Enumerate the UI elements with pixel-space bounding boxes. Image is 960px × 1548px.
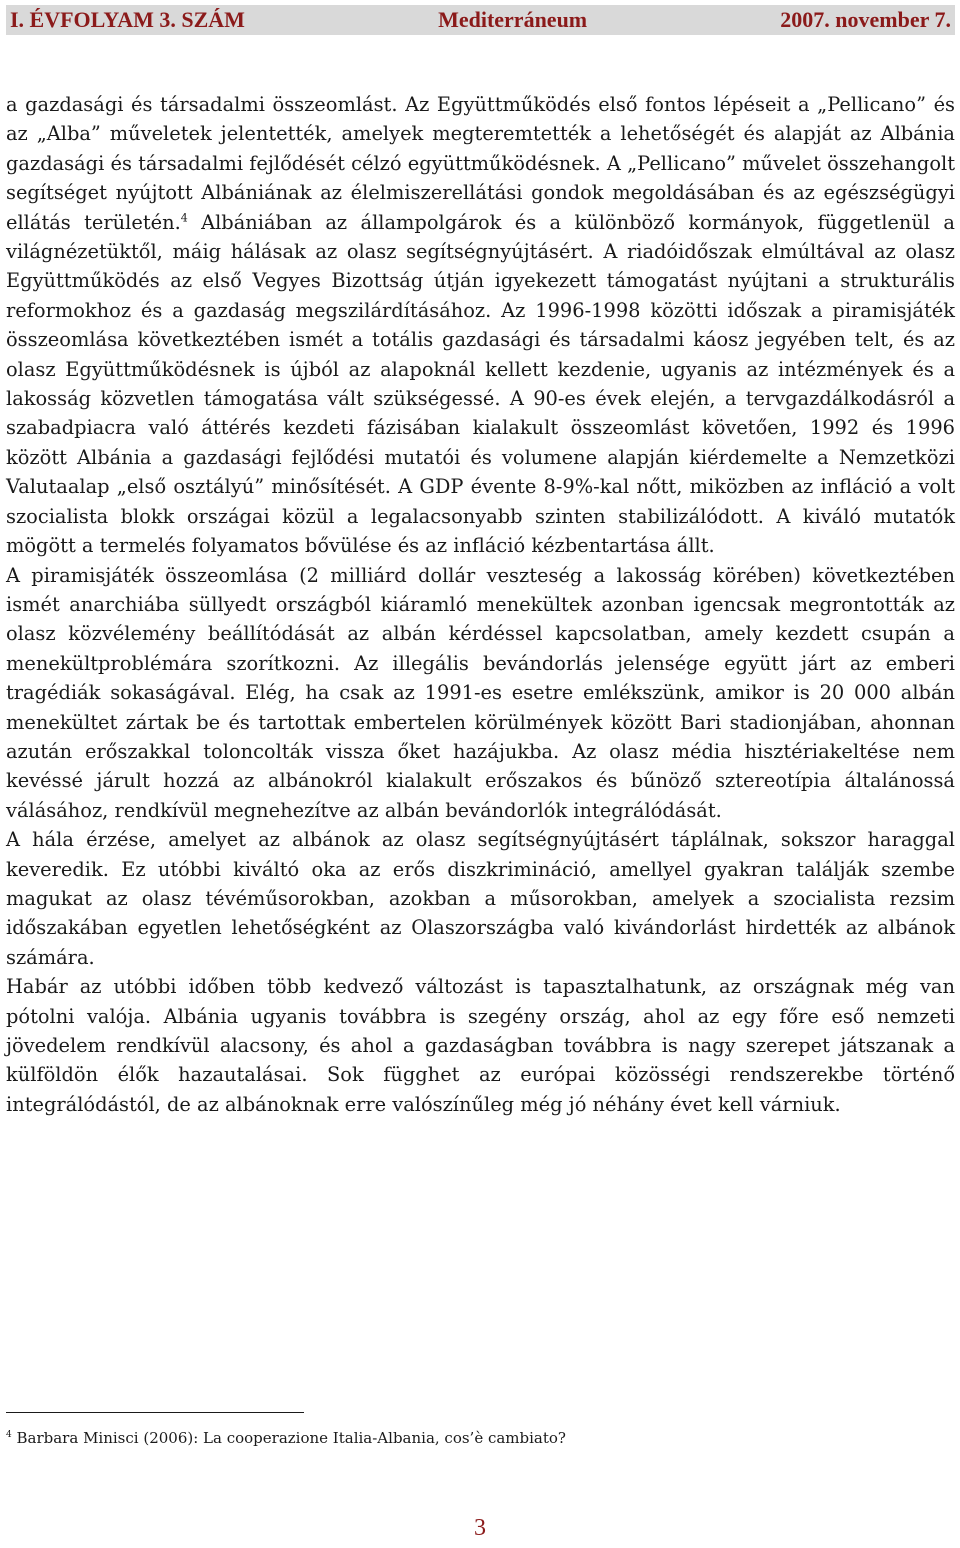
paragraph-4: Habár az utóbbi időben több kedvező változást is tapasztalhatunk, az országnak még van pótolni valója. Albánia ugyanis továbbra is szegény ország, ahol az egy főre eső nemzeti jövedelem rendkívül alacsony, és ahol a gazdaságban továbbra is nagy szerepet játszanak a külföldön élők hazautalásai. Sok függhet az európai közösségi rendszerekbe történő integrálódástól, de az albánoknak erre valószínűleg még jó néhány évet kell várniuk. — [6, 975, 955, 1116]
footnote-text: Barbara Minisci (2006): La cooperazione Italia-Albania, cos’è cambiato? — [11, 1429, 566, 1447]
paragraph-2: A piramisjáték összeomlása (2 milliárd dollár veszteség a lakosság körében) következtében ismét anarchiába süllyedt országból kiáramló menekültek azonban igencsak megrontották az olasz közvélemény beállítódását az albán kérdéssel kapcsolatban, amely kezdett csupán a menekültproblémára szorítkozni. Az illegális bevándorlás jelensége együtt járt az emberi tragédiák sokaságával. Elég, ha csak az 1991-es esetre emlékszünk, amikor is 20 000 albán menekültet zártak be és tartottak embertelen körülmények között Bari stadionjában, ahonnan azután erőszakkal toloncolták vissza őket hazájukba. Az olasz média hisztériakeltése nem kevéssé járult hozzá az albánokról kialakult erőszakos és bűnöző sztereotípia általánossá válásához, rendkívül megnehezítve az albán bevándorlók integrálódását. — [6, 563, 955, 822]
header-publication-title: Mediterráneum — [438, 7, 588, 32]
footnote-number: 4 — [6, 1430, 12, 1440]
paragraph-3: A hála érzése, amelyet az albánok az olasz segítségnyújtásért táplálnak, sokszor haraggal keveredik. Ez utóbbi kiváltó oka az erős diszkrimináció, amellyel gyakran találják szembe magukat az olasz tévéműsorokban, azokban a műsorokban, amelyek a szocialista rezsim időszakában egyetlen lehetőségként az Olaszországba való kivándorlást hirdették az albánok számára. — [6, 828, 955, 969]
header-date: 2007. november 7. — [780, 7, 951, 32]
paragraph-1-text-b: Albániában az állampolgárok és a különböző kormányok, függetlenül a világnézetüktől, máig hálásak az olasz segítségnyújtásért. A riadóidőszak elmúltával az olasz Együttműködés az első Vegyes Bizottság útján igyekezett támogatást nyújtani a strukturális reformokhoz és a gazdaság megszilárdításához. Az 1996-1998 közötti időszak a piramisjáték összeomlása következtében ismét a totális gazdasági és társadalmi káosz jegyében telt, és az olasz Együttműködésnek is újból az alapoknál kellett kezdenie, ugyanis az intézmények és a lakosság közvetlen támogatása vált szükségessé. A 90-es évek elején, a tervgazdálkodásról a szabadpiacra való áttérés kezdeti fázisában kialakult összeomlást követően, 1992 és 1996 között Albánia a gazdasági fejlődési mutatói és volumene alapján kiérdemelte a Nemzetközi Valutaalap „első osztályú” minősítését. A GDP évente 8-9%-kal nőtt, miközben az infláció a volt szocialista blokk országai közül a legalacsonyabb szinten stabilizálódott. A kiváló mutatók mögött a termelés folyamatos bővülése és az infláció kézbentartása állt. — [6, 210, 955, 558]
paragraph-1 — [6, 90, 955, 561]
paragraph-1-text-a: a gazdasági és társadalmi összeomlást. Az Együttműködés első fontos lépéseit a „Pellicano” és az „Alba” műveletek jelentették, amelyek megteremtették a lehetőségét és alapját az Albánia gazdasági és társadalmi fejlődését célzó együttműködésnek. A „Pellicano” művelet összehangolt segítséget nyújtott Albániának az élelmiszerellátási gondok megoldásában és az egészségügyi ellátás területén. — [6, 93, 955, 234]
article-body — [6, 90, 955, 1119]
footnote-divider — [6, 1412, 304, 1413]
running-header — [6, 5, 955, 35]
page-number: 3 — [474, 1515, 486, 1541]
footnote — [6, 1427, 955, 1449]
footnote-reference[interactable]: 4 — [180, 211, 188, 225]
header-volume: I. ÉVFOLYAM 3. SZÁM — [10, 7, 245, 32]
